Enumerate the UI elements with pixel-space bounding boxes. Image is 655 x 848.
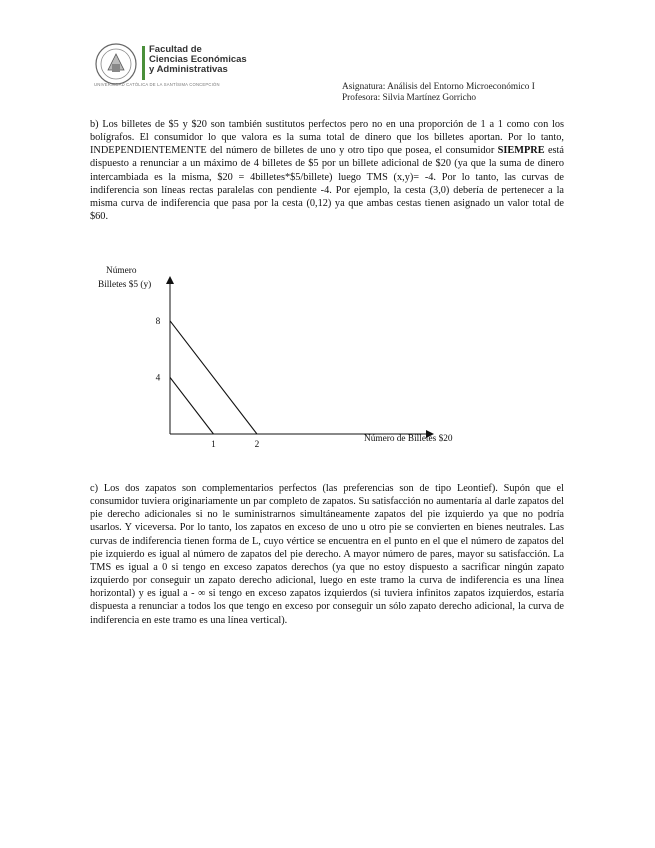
indifference-curve-graph <box>90 258 490 458</box>
section-b-bold: SIEMPRE <box>497 145 545 157</box>
faculty-logo <box>94 42 264 92</box>
y-tick-label-4: 4 <box>155 373 161 384</box>
logo-line-1: Facultad de <box>149 44 202 55</box>
logo-text <box>149 45 247 75</box>
section-b-paragraph <box>90 118 564 223</box>
x-tick-label-1: 1 <box>211 440 216 450</box>
x-tick-label-2: 2 <box>254 440 260 450</box>
indifference-line-1 <box>170 377 213 434</box>
y-axis-label-line2: Billetes $5 (y) <box>98 280 152 290</box>
subject-line: Asignatura: Análisis del Entorno Microeconómico I <box>342 82 535 92</box>
indifference-line-2 <box>170 321 257 434</box>
chart-svg <box>90 258 490 458</box>
y-axis-label-line1: Número <box>106 266 137 276</box>
university-seal-icon <box>94 42 138 86</box>
section-b-text-2: está dispuesto a renunciar a un máximo de 4 billetes de $5 por un billete adicional de $20 (ya que la suma de dinero intercambiada es la misma, $20 = 4billetes*$5/billete) luego TMS (x,y)= -4. Por lo tanto, las curvas de indiferencia son líneas rectas paralelas con pendiente -4. Por ejemplo, la cesta (3,0) debería de pertenecer a la misma curva de indiferencia que pasa por la cesta (0,12) ya que ambas cestas tienen asignado un valor total de $60. <box>90 145 564 223</box>
professor-line: Profesora: Silvia Martínez Gorricho <box>342 93 476 103</box>
logo-line-2: Ciencias Económicas <box>149 54 247 65</box>
course-header <box>342 82 535 104</box>
y-tick-label-8: 8 <box>155 316 161 327</box>
section-c-paragraph: c) Los dos zapatos son complementarios perfectos (las preferencias son de tipo Leontief). Supón que el consumidor tuviera originariamente un par completo de zapatos. Su satisfacción no aumentaría al darle zapatos del pie derecho adicionales si no le suministrarnos simultáneamente zapatos del pie izquierdo ya que no podría usarlos. Y viceversa. Por lo tanto, los zapatos en exceso de uno u otro pie se convierten en bienes neutrales. Las curvas de indiferencia tienen forma de L, cuyo vértice se encuentra en el punto en el que el número de zapatos del pie izquierdo es igual al número de zapatos del pie derecho. A mayor número de pares, mayor su satisfacción. La TMS es igual a 0 si tengo en exceso zapatos derechos (ya que no estoy dispuesto a sacrificar ningún zapato izquierdo por conseguir un zapato derecho adicional, luego en este tramo la curva de indiferencia es una línea horizontal) y es igual a - ∞ si tengo en exceso zapatos izquierdos (si tuviera infinitos zapatos izquierdos, estaría dispuesta a renunciar a todos los que tengo en exceso por conseguir un sólo zapato derecho adicional, la curva de indiferencia en este tramo es una línea vertical). <box>90 483 564 626</box>
logo-accent-bar <box>142 46 145 80</box>
x-axis-label: Número de Billetes $20 <box>364 434 453 444</box>
logo-tagline: UNIVERSIDAD CATÓLICA DE LA SANTÍSIMA CONCEPCIÓN <box>94 82 220 87</box>
logo-line-3: y Administrativas <box>149 64 228 75</box>
section-b-text-1: b) Los billetes de $5 y $20 son también sustitutos perfectos pero no en una proporción de 1 a 1 como con los bolígrafos. El consumidor lo que valora es la suma total de dinero que los billetes aportan. Por lo tanto, INDEPENDIENTEMENTE del número de billetes de uno y otro tipo que posea, el consumidor <box>90 119 564 157</box>
